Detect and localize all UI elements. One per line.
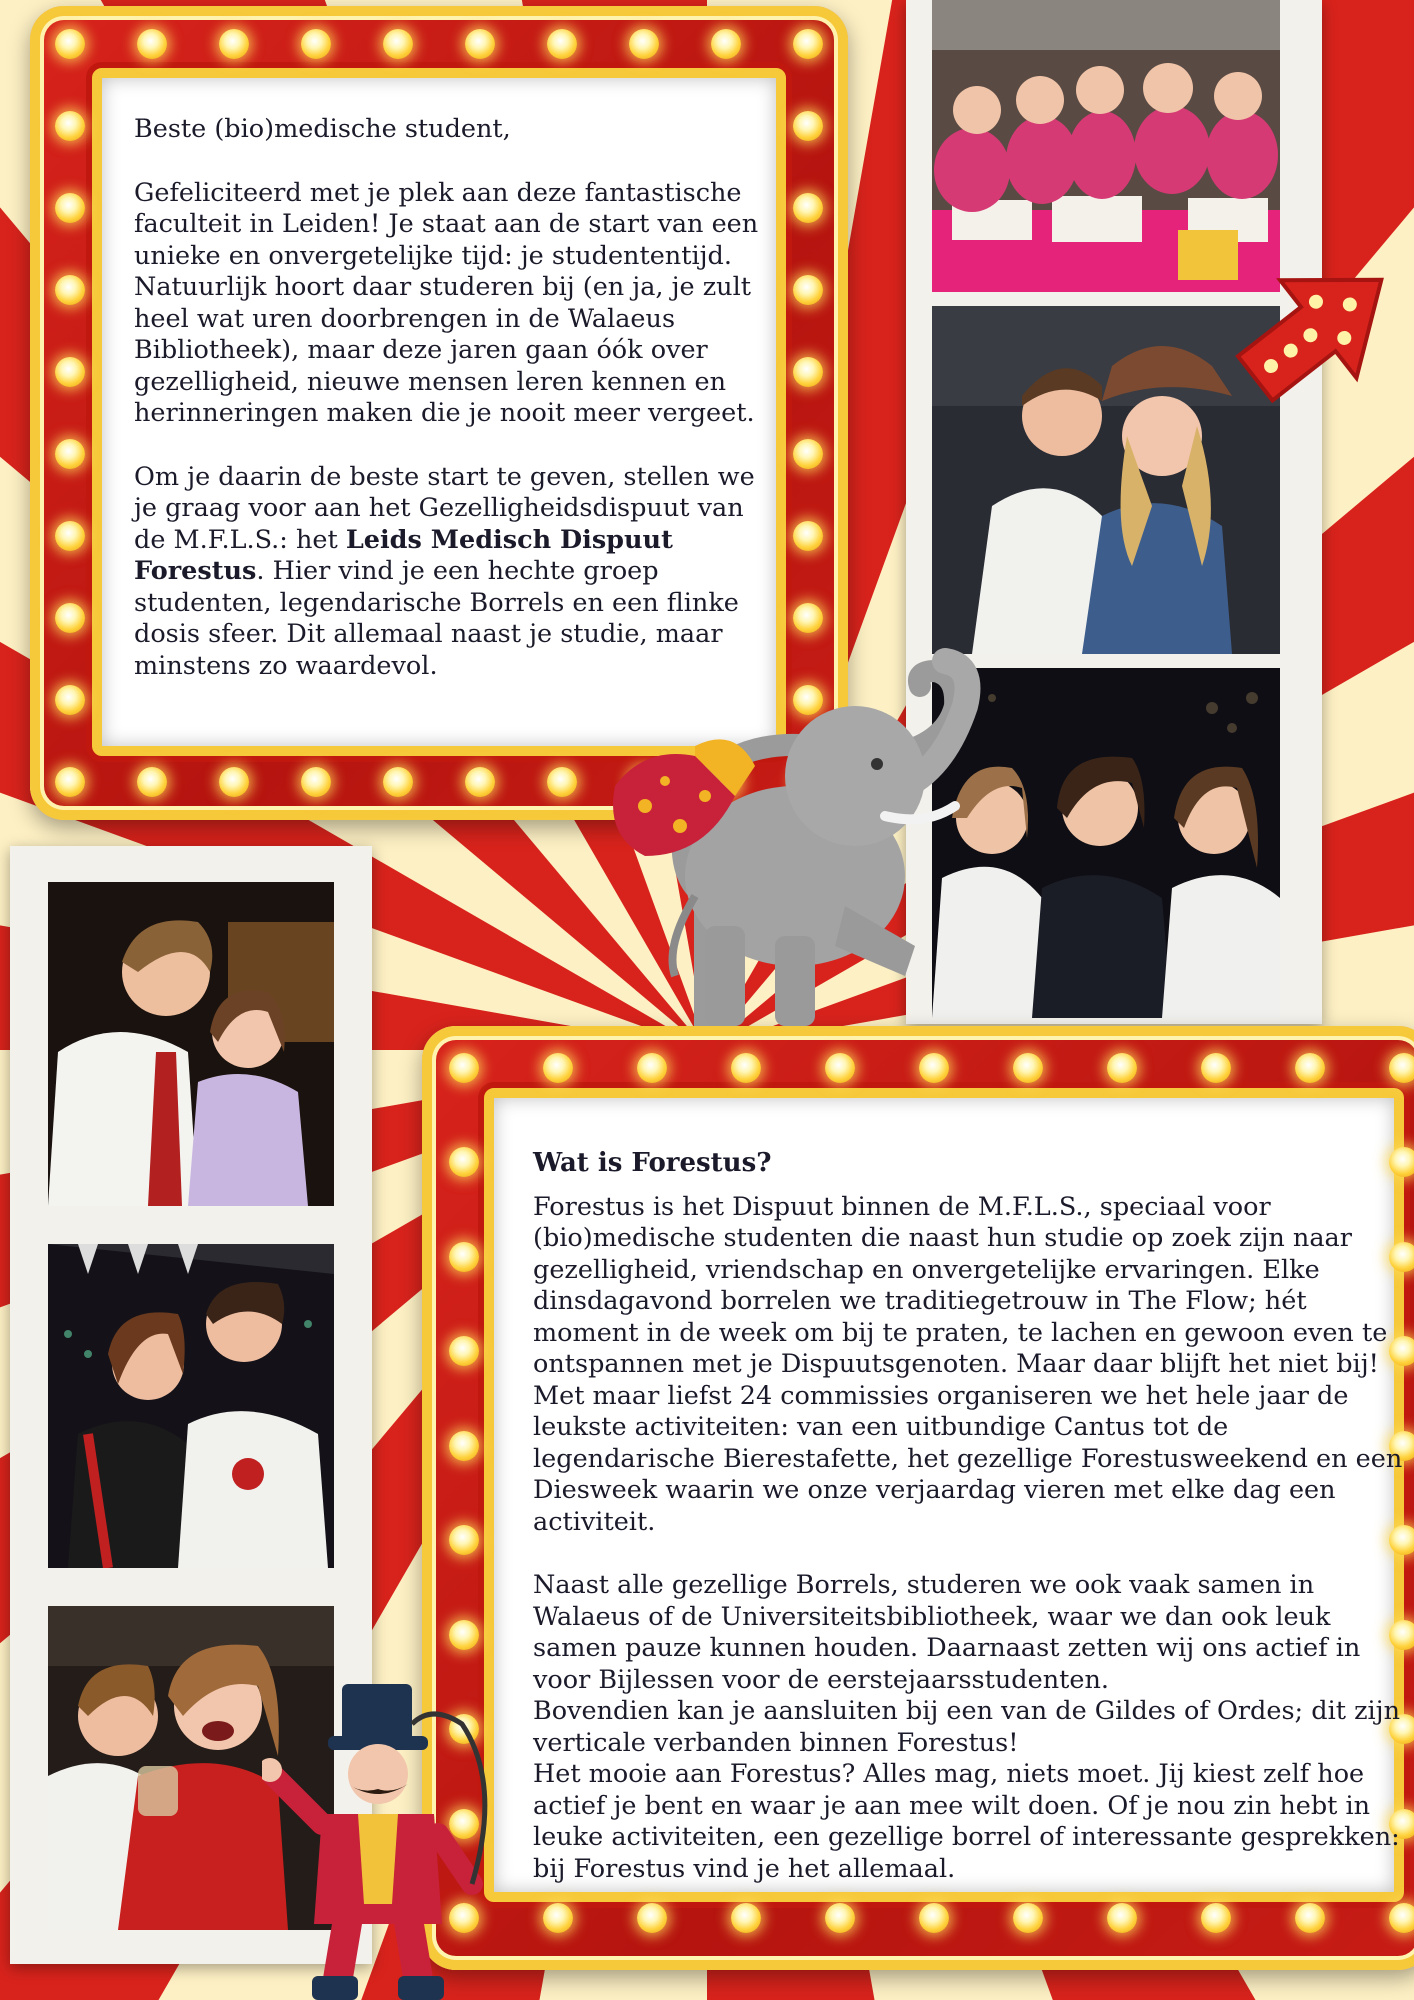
marquee-bulb [793,439,823,469]
marquee-bulb [219,767,249,797]
marquee-bulb [383,29,413,59]
marquee-bulb [1013,1903,1043,1933]
about-paragraph-1: Forestus is het Dispuut binnen de M.F.L.S., speciaal voor (bio)medische studenten die naast hun studie op zoek zijn naar gezelligheid, vriendschap en onvergetelijke ervaringen. Elke dinsdagavond borrelen we traditiegetrouw in The Flow; hét moment in de week om bij te praten, te lachen en gewoon even te ontspannen met je Dispuutsgenoten. Maar daar blijft het niet bij! Met maar liefst 24 commissies organiseren we het hele jaar de leukste activiteiten: van een uitbundige Cantus tot de legendarische Bierestafette, het gezellige Forestusweekend en een Diesweek waarin we onze verjaardag vieren met elke dag een activiteit. [533,1191,1403,1537]
intro-greeting: Beste (bio)medische student, [134,114,511,144]
marquee-bulb [547,29,577,59]
marquee-bulb [919,1903,949,1933]
intro-paragraph-1: Gefeliciteerd met je plek aan deze fantastische faculteit in Leiden! Je staat aan de start van een unieke en onvergetelijke tijd: je studententijd. Natuurlijk hoort daar studeren bij (en ja, je zult heel wat uren doorbrengen in de Walaeus Bibliotheek), maar deze jaren gaan óók over gezelligheid, nieuwe mensen leren kennen en herinneringen maken die je nooit meer vergeet. [134,177,759,428]
marquee-bulb [1201,1053,1231,1083]
marquee-bulb [137,767,167,797]
marquee-bulb [793,275,823,305]
marquee-bulb [55,521,85,551]
marquee-bulb [793,357,823,387]
marquee-bulb [55,439,85,469]
circus-elephant-icon [585,646,985,1026]
forestus-name: Leids Medisch Dispuut Forestus [134,524,673,586]
ringmaster-icon [262,1684,518,2000]
marquee-arrow-icon [1210,236,1414,432]
marquee-bulb [383,767,413,797]
marquee-bulb [793,111,823,141]
about-paragraph-3: Bovendien kan je aansluiten bij een van de Gildes of Ordes; dit zijn verticale verbanden binnen Forestus! [533,1696,1400,1758]
marquee-bulb [301,767,331,797]
marquee-bulb [547,767,577,797]
marquee-bulb [825,1903,855,1933]
marquee-bulb [919,1053,949,1083]
marquee-bulb [449,1053,479,1083]
marquee-bulb [55,29,85,59]
marquee-bulb [55,767,85,797]
about-paragraph-2: Naast alle gezellige Borrels, studeren we ook vaak samen in Walaeus of de Universiteitsbibliotheek, waar we dan ook leuk samen pauze kunnen houden. Daarnaast zetten wij ons actief in voor Bijlessen voor de eerstejaarsstudenten. [533,1570,1361,1695]
marquee-bulb [449,1242,479,1272]
marquee-bulb [55,603,85,633]
marquee-bulb [637,1053,667,1083]
marquee-bulb [1201,1903,1231,1933]
photo-couple-tie [48,882,334,1206]
marquee-bulb [1107,1903,1137,1933]
marquee-bulb [731,1053,761,1083]
marquee-bulb [55,111,85,141]
marquee-bulb [1389,1903,1414,1933]
marquee-bulb [731,1903,761,1933]
marquee-bulb [543,1903,573,1933]
marquee-bulb [55,685,85,715]
marquee-bulb [301,29,331,59]
marquee-bulb [1107,1053,1137,1083]
marquee-bulb [793,603,823,633]
marquee-bulb [1295,1903,1325,1933]
intro-text [134,114,774,714]
marquee-bulb [55,357,85,387]
marquee-bulb [465,767,495,797]
marquee-bulb [219,29,249,59]
marquee-bulb [629,29,659,59]
marquee-bulb [793,521,823,551]
marquee-bulb [449,1620,479,1650]
marquee-bulb [1013,1053,1043,1083]
marquee-bulb [543,1053,573,1083]
marquee-bulb [1389,1053,1414,1083]
marquee-bulb [465,29,495,59]
marquee-bulb [55,275,85,305]
about-heading: Wat is Forestus? [533,1148,772,1178]
intro-paragraph-2: Om je daarin de beste start te geven, stellen we je graag voor aan het Gezelligheidsdispuut van de M.F.L.S.: het Leids Medisch Dispuut Forestus. Hier vind je een hechte groep studenten, legendarische Borrels en een flinke dosis sfeer. Dit allemaal naast je studie, maar minstens zo waardevol. [134,461,755,681]
marquee-bulb [1295,1053,1325,1083]
marquee-bulb [449,1431,479,1461]
marquee-bulb [637,1903,667,1933]
photo-couple-football-shirts [48,1244,334,1568]
about-text [533,1148,1413,1885]
marquee-bulb [137,29,167,59]
marquee-bulb [793,193,823,223]
marquee-bulb [55,193,85,223]
marquee-bulb [793,29,823,59]
marquee-bulb [825,1053,855,1083]
about-paragraph-4: Het mooie aan Forestus? Alles mag, niets moet. Jij kiest zelf hoe actief je bent en waar je aan mee wilt doen. Of je nou zin hebt in leuke activiteiten, een gezellige borrel of interessante gesprekken: bij Forestus vind je het allemaal. [533,1759,1400,1884]
marquee-bulb [711,29,741,59]
